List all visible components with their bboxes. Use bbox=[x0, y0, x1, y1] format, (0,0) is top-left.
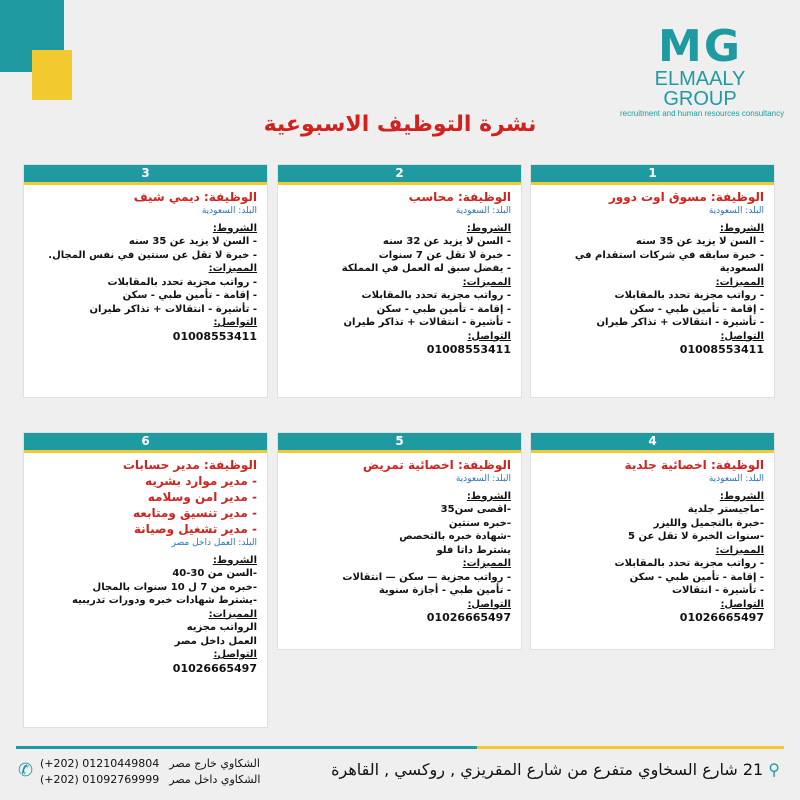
conditions-heading: الشروط: bbox=[719, 490, 764, 502]
job-title: الوظيفة: اخصائية تمريض bbox=[362, 458, 511, 472]
feature-item: - رواتب مجزية تحدد بالمقابلات bbox=[361, 290, 511, 301]
contact-heading: التواصل: bbox=[467, 330, 511, 342]
condition-item: -شهادة خبره بالتخصص bbox=[399, 531, 511, 542]
contact-heading: التواصل: bbox=[213, 317, 257, 328]
job-number: 5 bbox=[278, 433, 521, 450]
complaints-local-phone[interactable]: (+202) 01092769999 bbox=[40, 773, 160, 786]
job-title: الوظيفة: اخصائية جلدية bbox=[624, 458, 764, 472]
job-title-extra: - مدير تنسيق ومتابعه bbox=[132, 506, 257, 520]
location-pin-icon: ⚲ bbox=[768, 760, 780, 779]
features-heading: المميزات: bbox=[715, 276, 764, 288]
feature-item: الرواتب مجزيه bbox=[186, 622, 257, 633]
contact-heading: التواصل: bbox=[467, 598, 511, 610]
condition-item: -سنوات الخبرة لا تقل عن 5 bbox=[628, 531, 764, 542]
address-text: 21 شارع السخاوي متفرع من شارع المقريزي , روكسي , القاهرة bbox=[331, 760, 764, 779]
feature-item: - تأشيرة - انتقالات + تذاكر طيران bbox=[89, 303, 257, 315]
job-title: الوظيفة: مدير حسابات bbox=[122, 458, 257, 472]
feature-item: - إقامة - تأمين طبي - سكن bbox=[376, 303, 511, 315]
contact-phone[interactable]: 01026665497 bbox=[426, 611, 511, 624]
complaints-local-label: الشكاوي داخل مصر bbox=[169, 773, 261, 786]
condition-item: -خبره سنتين bbox=[448, 517, 511, 529]
job-card-2 bbox=[277, 164, 522, 398]
contact-phone[interactable]: 01026665497 bbox=[172, 661, 257, 675]
contact-phone[interactable]: 01008553411 bbox=[679, 343, 764, 356]
features-heading: المميزات: bbox=[715, 544, 764, 556]
footer-divider bbox=[16, 746, 784, 749]
logo-mark: MG bbox=[658, 21, 742, 72]
job-title: الوظيفة: ديمي شيف bbox=[133, 190, 257, 204]
complaints-abroad-phone[interactable]: (+202) 01210449804 bbox=[40, 757, 160, 770]
job-country: البلد: العمل داخل مصر bbox=[171, 538, 257, 548]
job-title: الوظيفة: مسوق اوت دوور bbox=[608, 190, 764, 204]
contact-heading: التواصل: bbox=[720, 330, 764, 342]
feature-item: - إقامة - تأمين طبي - سكن bbox=[629, 571, 764, 583]
job-number: 3 bbox=[24, 165, 267, 182]
job-number: 2 bbox=[278, 165, 521, 182]
job-country: البلد: السعودية bbox=[708, 474, 764, 484]
condition-item: - يفضل سبق له العمل في المملكة bbox=[341, 263, 511, 274]
feature-item: - تأشيرة - انتقالات + تذاكر طيران bbox=[596, 317, 764, 328]
features-heading: المميزات: bbox=[208, 608, 257, 620]
feature-item: - إقامة - تأمين طبي - سكن bbox=[122, 290, 257, 301]
feature-item: - رواتب مجزية تحدد بالمقابلات bbox=[614, 290, 764, 301]
feature-item: - تأشيرة - انتقالات bbox=[671, 585, 764, 596]
contact-heading: التواصل: bbox=[720, 598, 764, 610]
condition-item: -خبره من 7 ل 10 سنوات بالمجال bbox=[92, 581, 257, 593]
conditions-heading: الشروط: bbox=[212, 554, 257, 566]
condition-item: - السن لا يزيد عن 35 سنه bbox=[128, 236, 257, 247]
job-number: 1 bbox=[531, 165, 774, 182]
conditions-heading: الشروط: bbox=[212, 222, 257, 234]
contact-phone[interactable]: 01026665497 bbox=[679, 611, 764, 624]
condition-item: - خبرة سابقه في شركات استقدام في bbox=[574, 249, 764, 261]
features-heading: المميزات: bbox=[208, 263, 257, 274]
job-country: البلد: السعودية bbox=[455, 206, 511, 216]
feature-item: - تأمين طبي - أجازة سنوية bbox=[378, 585, 511, 596]
job-card-3 bbox=[23, 164, 268, 398]
feature-item: - إقامة - تأمين طبي - سكن bbox=[629, 303, 764, 315]
job-title-extra: - مدير امن وسلامه bbox=[147, 490, 257, 504]
phone-icon: ✆ bbox=[18, 760, 34, 781]
job-number: 4 bbox=[531, 433, 774, 450]
condition-item: يشترط داتا فلو bbox=[436, 544, 511, 556]
contact-phone[interactable]: 01008553411 bbox=[426, 343, 511, 356]
job-number: 6 bbox=[24, 433, 267, 450]
contact-heading: التواصل: bbox=[213, 649, 257, 660]
condition-item: - السن لا يزيد عن 35 سنه bbox=[635, 236, 764, 247]
job-country: البلد: السعودية bbox=[708, 206, 764, 216]
condition-item: - خبرة لا تقل عن سنتين في نفس المجال. bbox=[48, 249, 257, 261]
logo-name: ELMAALY GROUP bbox=[654, 68, 746, 110]
complaints-abroad-label: الشكاوي خارج مصر bbox=[169, 757, 260, 770]
feature-item: - رواتب مجزية تحدد بالمقابلات bbox=[107, 276, 257, 288]
feature-item: - رواتب مجزية — سكن — انتقالات bbox=[342, 571, 511, 583]
decor-yellow-block bbox=[32, 50, 72, 100]
condition-item: -اقصى سن35 bbox=[440, 504, 511, 515]
logo-tagline: recruitment and human resources consultancy bbox=[620, 109, 785, 118]
conditions-heading: الشروط: bbox=[719, 222, 764, 234]
condition-item: السعودية bbox=[719, 263, 764, 274]
conditions-heading: الشروط: bbox=[466, 222, 511, 234]
footer-address bbox=[331, 760, 780, 779]
features-heading: المميزات: bbox=[462, 276, 511, 288]
feature-item: - رواتب مجزية تحدد بالمقابلات bbox=[614, 558, 764, 569]
job-card-6 bbox=[23, 432, 268, 728]
company-logo bbox=[620, 21, 785, 118]
condition-item: -خبرة بالتجميل والليزر bbox=[653, 517, 764, 529]
condition-item: -السن من 30-40 bbox=[172, 568, 257, 579]
page-title: نشرة التوظيف الاسبوعية bbox=[263, 112, 537, 137]
job-title-extra: - مدير موارد بشريه bbox=[145, 474, 257, 488]
condition-item: -ماجيستر جلدية bbox=[687, 504, 764, 515]
job-title-extra: - مدير تشغيل وصيانة bbox=[133, 522, 257, 536]
condition-item: - السن لا يزيد عن 32 سنه bbox=[382, 236, 511, 247]
feature-item: العمل داخل مصر bbox=[174, 635, 257, 647]
job-card-5 bbox=[277, 432, 522, 650]
job-country: البلد: السعودية bbox=[455, 474, 511, 484]
job-card-1 bbox=[530, 164, 775, 398]
condition-item: -يشترط شهادات خبره ودورات تدريبيه bbox=[72, 595, 257, 606]
feature-item: - تأشيرة - انتقالات + تذاكر طيران bbox=[343, 317, 511, 328]
condition-item: - خبرة لا تقل عن 7 سنوات bbox=[378, 249, 511, 261]
job-country: البلد: السعودية bbox=[201, 206, 257, 216]
job-card-4 bbox=[530, 432, 775, 650]
footer-contacts bbox=[40, 756, 260, 788]
conditions-heading: الشروط: bbox=[466, 490, 511, 502]
job-title: الوظيفة: محاسب bbox=[408, 190, 511, 204]
features-heading: المميزات: bbox=[462, 558, 511, 569]
contact-phone[interactable]: 01008553411 bbox=[172, 329, 257, 343]
